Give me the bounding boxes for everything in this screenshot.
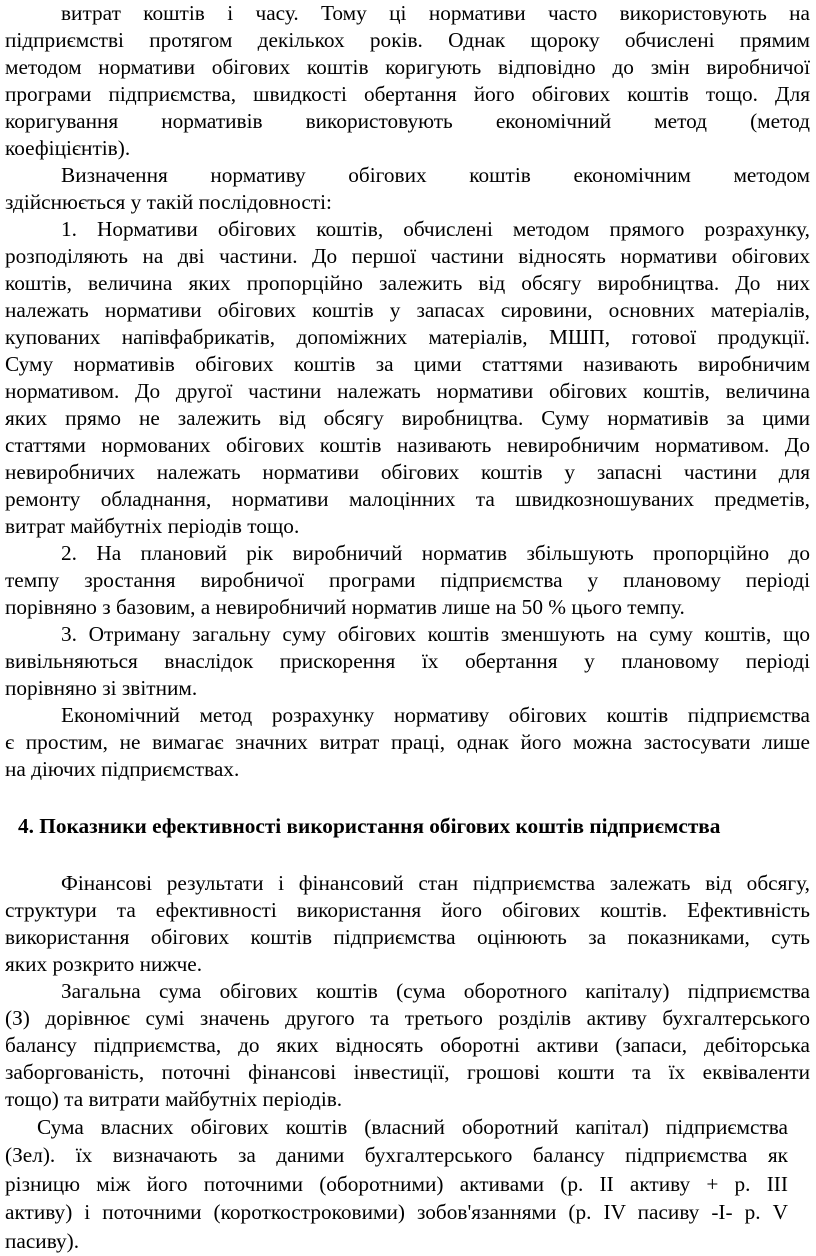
text-line: нормативом. До другої частини належать нормативи обігових коштів, величина [5,379,810,403]
text-line: (З) дорівнює сумі значень другого та третього розділів активу бухгалтерського [5,1006,810,1030]
text-line: заборгованість, поточні фінансові інвестиції, грошові кошти та їх еквіваленти [5,1060,810,1084]
text-line: Економічний метод розрахунку нормативу обігових коштів підприємства [61,703,810,727]
text-line: розподіляють на дві частини. До першої частини відносять нормативи обігових [5,244,810,268]
text-line: здійснюється у такій послідовності: [5,190,332,214]
text-line: порівняно з базовим, а невиробничий норматив лише на 50 % цього темпу. [5,595,685,619]
paragraph-own-working-capital [5,1113,810,1255]
paragraph-step-1 [5,216,810,540]
text-line: активу) і поточними (короткостроковими) зобов'язаннями (р. IV пасиву -І- р. V [5,1200,788,1225]
text-line: яких розкрито нижче. [5,952,203,976]
text-line: використання обігових коштів підприємства оцінюють за показниками, суть [5,925,810,949]
text-line: невиробничих належать нормативи обігових коштів у запасні частини для [5,460,810,484]
paragraph-economic-method-intro [5,162,810,216]
text-line: коригування нормативів використовують економічний метод (метод [5,109,810,133]
text-line: коштів, величина яких пропорційно залежить від обсягу виробництва. До них [5,271,810,295]
text-line: Сума власних обігових коштів (власний оборотний капітал) підприємства [37,1115,788,1139]
text-line: порівняно зі звітним. [5,676,198,700]
text-line: купованих напівфабрикатів, допоміжних матеріалів, МШП, готової продукції. [5,325,810,349]
text-line: яких прямо не залежить від обсягу виробництва. Суму нормативів за цими [5,406,810,430]
section-heading: 4. Показники ефективності використання обігових коштів підприємства [18,814,721,838]
text-line: Фінансові результати і фінансовий стан підприємства залежать від обсягу, [61,871,810,895]
text-line: балансу підприємства, до яких відносять оборотні активи (запаси, дебіторська [5,1033,810,1057]
paragraph-method-summary [5,702,810,783]
text-line: є простим, не вимагає значних витрат праці, однак його можна застосувати лише [5,730,810,754]
text-line: Загальна сума обігових коштів (сума оборотного капіталу) підприємства [61,979,810,1003]
text-line: витрат майбутніх періодів тощо. [5,514,300,538]
text-line: 2. На плановий рік виробничий норматив збільшують пропорційно до [61,541,810,565]
text-line: на діючих підприємствах. [5,757,240,781]
text-line: різницю між його поточними (оборотними) активами (р. II активу + р. III [5,1171,788,1196]
text-line: 1. Нормативи обігових коштів, обчислені методом прямого розрахунку, [61,217,810,241]
text-line: 3. Отриману загальну суму обігових коштів зменшують на суму коштів, що [61,622,810,646]
paragraph-step-3 [5,621,810,702]
paragraph-normatives-correction [5,0,810,162]
text-line: належать нормативи обігових коштів у запасах сировини, основних матеріалів, [5,298,810,322]
text-line: вивільняються внаслідок прискорення їх обертання у плановому періоді [5,649,810,673]
text-line: Визначення нормативу обігових коштів економічним методом [61,163,810,187]
text-line: структури та ефективності використання його обігових коштів. Ефективність [5,898,810,922]
text-line: (Зел). їх визначають за даними бухгалтерського балансу підприємства як [5,1143,788,1168]
paragraph-total-working-capital [5,978,810,1113]
text-line: методом нормативи обігових коштів коригують відповідно до змін виробничої [5,55,810,79]
paragraph-step-2 [5,540,810,621]
text-line: Суму нормативів обігових коштів за цими статтями називають виробничим [5,352,810,376]
text-line: витрат коштів і часу. Тому ці нормативи часто використовують на [61,1,810,25]
text-line: підприємстві протягом декількох років. Однак щороку обчислені прямим [5,28,810,52]
text-line: коефіцієнтів). [5,136,131,160]
paragraph-financial-results [5,870,810,978]
text-line: статтями нормованих обігових коштів називають невиробничим нормативом. До [5,433,810,457]
text-line: темпу зростання виробничої програми підприємства у плановому періоді [5,568,810,592]
text-line: ремонту обладнання, нормативи малоцінних та швидкозношуваних предметів, [5,487,810,511]
text-line: пасиву). [5,1228,80,1253]
text-line: тощо) та витрати майбутніх періодів. [5,1087,343,1111]
text-line: програми підприємства, швидкості обертання його обігових коштів тощо. Для [5,82,810,106]
